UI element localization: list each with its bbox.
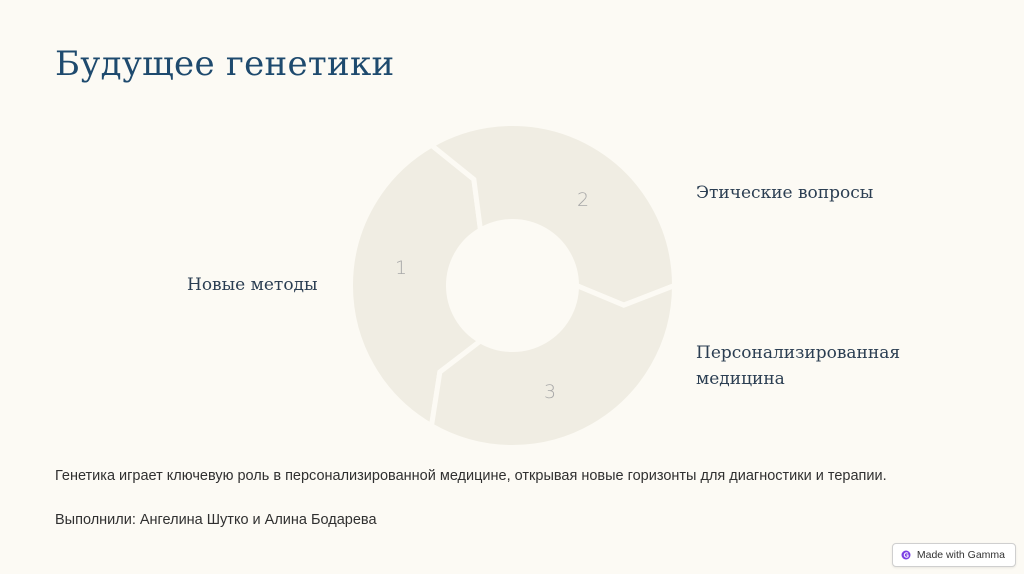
cycle-step-1-number: 1	[394, 257, 408, 279]
cycle-step-2-number: 2	[576, 189, 590, 211]
gamma-logo-icon	[901, 550, 911, 560]
cycle-segment-3	[432, 286, 675, 448]
cycle-step-3-label: Персонализированная медицина	[696, 343, 901, 389]
slide-title: Будущее генетики	[55, 44, 395, 84]
cycle-step-3-number: 3	[543, 381, 557, 403]
authors-text: Выполнили: Ангелина Шутко и Алина Бодарева	[55, 512, 377, 528]
cycle-diagram-svg	[345, 118, 680, 453]
summary-text: Генетика играет ключевую роль в персонализированной медицине, открывая новые горизонты для диагностики и терапии.	[55, 468, 887, 484]
badge-label: Made with Gamma	[916, 549, 1005, 561]
cycle-diagram	[345, 118, 680, 453]
cycle-step-1-label: Новые методы	[187, 275, 318, 295]
cycle-step-2-label: Этические вопросы	[696, 183, 874, 203]
made-with-gamma-badge[interactable]	[892, 543, 1016, 567]
